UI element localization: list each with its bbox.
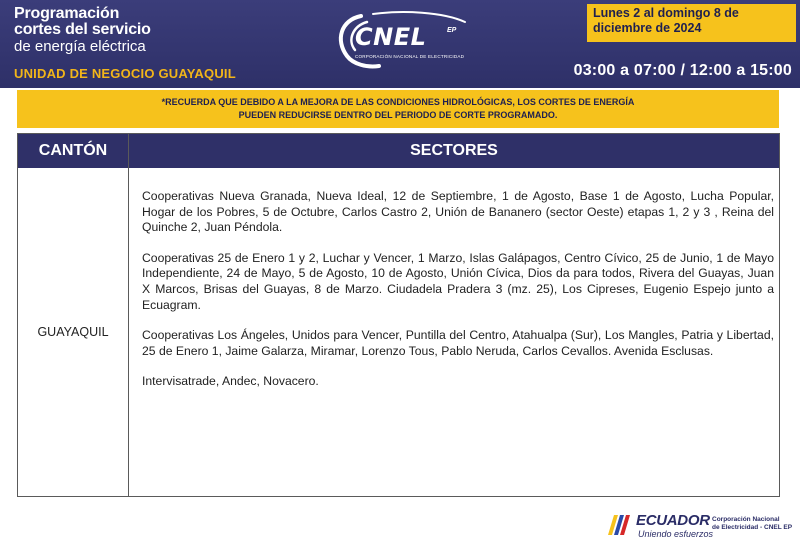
canton-name: GUAYAQUIL	[37, 325, 109, 339]
notice-line-2: PUEDEN REDUCIRSE DENTRO DEL PERIODO DE CORTE PROGRAMADO.	[238, 110, 558, 120]
column-divider	[128, 134, 129, 496]
logo-suffix: EP	[447, 27, 457, 34]
title-line-1: Programación	[14, 5, 120, 22]
canton-cell	[18, 168, 128, 496]
sector-group: Intervisatrade, Andec, Novacero.	[142, 374, 319, 389]
header-sectores: SECTORES	[129, 134, 779, 168]
business-unit: UNIDAD DE NEGOCIO GUAYAQUIL	[14, 66, 236, 81]
logo-name: CNEL	[355, 23, 427, 51]
date-line-1: Lunes 2 al domingo 8 de	[593, 6, 739, 20]
outage-times: 03:00 a 07:00 / 12:00 a 15:00	[573, 62, 792, 79]
header-banner	[0, 0, 800, 88]
corp-line-2: de Electricidad - CNEL EP	[712, 524, 793, 531]
title-line-3: de energía eléctrica	[14, 38, 146, 55]
header-canton: CANTÓN	[18, 134, 128, 168]
date-line-2: diciembre de 2024	[593, 21, 702, 35]
schedule-table	[17, 133, 780, 497]
corporation-name	[712, 516, 792, 532]
sector-group: Cooperativas 25 de Enero 1 y 2, Luchar y Vencer, 1 Marzo, Islas Galápagos, Centro Cívico, 25 de Junio, 1 de Mayo Independiente, 24 de Mayo, 5 de Agosto, 10 de Agosto, Unión Cívica, Dios da para todos, Rivera del Guayas, Juan X Marcos, Brisas del Guayas, 8 de Marzo. Ciudadela Pradera 3 (mz. 25), Los Cipreses, Eugenio Espejo junto a Ecuagram.	[142, 250, 774, 312]
cnel-logo	[333, 10, 473, 72]
title-line-2: cortes del servicio	[14, 21, 151, 38]
sectors-cell	[142, 189, 774, 405]
notice-line-1: *RECUERDA QUE DEBIDO A LA MEJORA DE LAS CONDICIONES HIDROLÓGICAS, LOS CORTES DE ENERGÍA	[161, 97, 635, 107]
notice-banner	[17, 90, 779, 128]
logo-subtitle: CORPORACIÓN NACIONAL DE ELECTRICIDAD	[355, 54, 465, 59]
date-range-badge	[587, 4, 796, 42]
ecuador-brand: ECUADOR	[636, 512, 710, 529]
footer-brand	[608, 510, 798, 542]
corp-line-1: Corporación Nacional	[712, 516, 780, 523]
ecuador-slogan: Uniendo esfuerzos	[638, 529, 714, 539]
ecuador-stripes-icon	[608, 513, 634, 537]
sector-group: Cooperativas Nueva Granada, Nueva Ideal, 12 de Septiembre, 1 de Agosto, Base 1 de Agosto, Lucha Popular, Hogar de los Pobres, 5 de Octubre, Carlos Castro 2, Unión de Bananero (sector Oeste) etapas 1, 2 y 3 , Reina del Quinche 2, Juan Péndola.	[142, 189, 774, 235]
program-title	[14, 6, 151, 56]
sector-group: Cooperativas Los Ángeles, Unidos para Vencer, Puntilla del Centro, Atahualpa (Sur), Los Mangles, Patria y Libertad, 25 de Enero 1, Jaime Galarza, Miramar, Lorenzo Tous, Pablo Neruda, Carlos Cevallos. Avenida Esclusas.	[142, 328, 774, 358]
